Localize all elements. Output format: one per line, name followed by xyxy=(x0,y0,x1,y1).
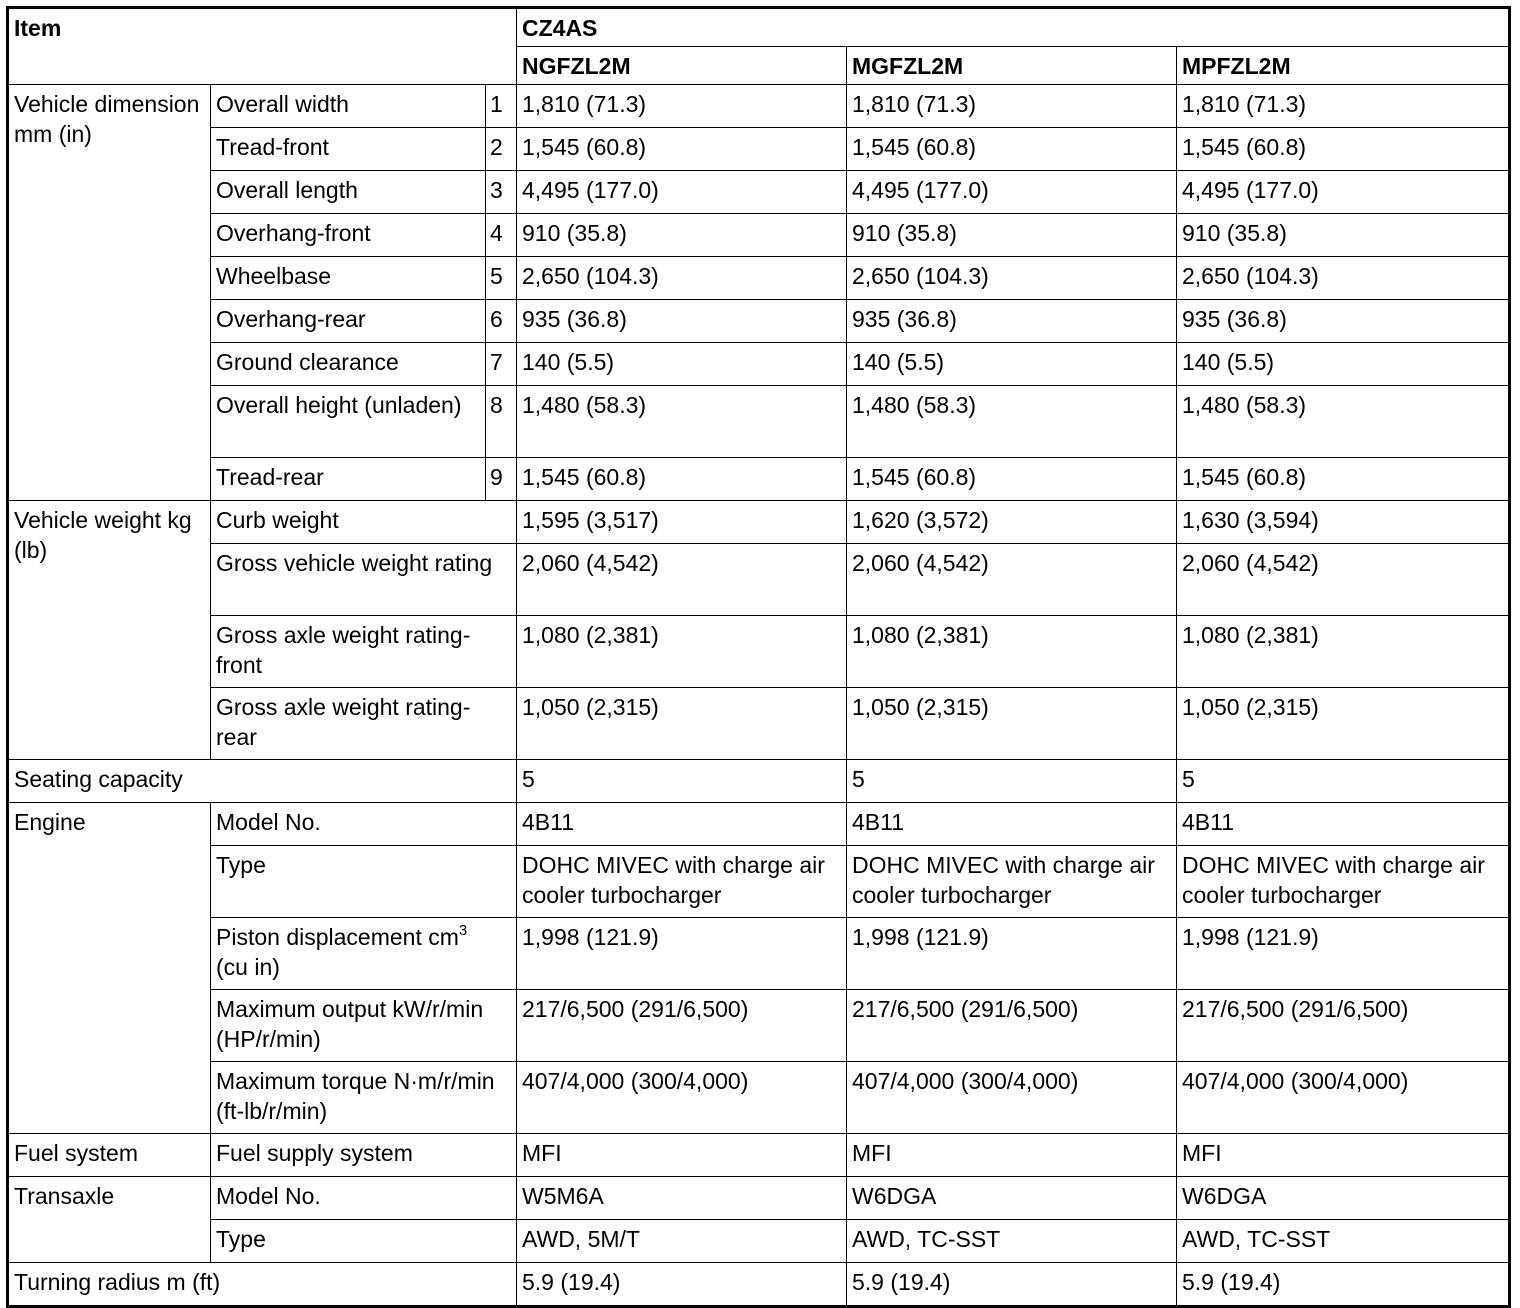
row-label: Wheelbase xyxy=(211,257,486,300)
value-cell: 4,495 (177.0) xyxy=(1177,171,1510,214)
table-row xyxy=(8,128,1510,171)
value-cell: 140 (5.5) xyxy=(517,343,847,386)
row-number: 5 xyxy=(486,257,517,300)
value-cell: DOHC MIVEC with charge air cooler turbocharger xyxy=(847,846,1177,918)
section-label-turning: Turning radius m (ft) xyxy=(8,1263,517,1307)
row-label: Overhang-rear xyxy=(211,300,486,343)
value-cell: 1,545 (60.8) xyxy=(517,458,847,501)
table-row xyxy=(8,1134,1510,1177)
row-label: Type xyxy=(211,1220,517,1263)
specifications-table xyxy=(6,6,1511,1308)
value-cell: 5 xyxy=(517,760,847,803)
row-label: Overall width xyxy=(211,85,486,128)
value-cell: 910 (35.8) xyxy=(1177,214,1510,257)
value-cell: 935 (36.8) xyxy=(847,300,1177,343)
row-number: 6 xyxy=(486,300,517,343)
value-cell: 4,495 (177.0) xyxy=(847,171,1177,214)
table-row xyxy=(8,760,1510,803)
value-cell: 935 (36.8) xyxy=(517,300,847,343)
row-label: Gross axle weight rating-rear xyxy=(211,688,517,760)
value-cell: 2,060 (4,542) xyxy=(517,544,847,616)
value-cell: W6DGA xyxy=(1177,1177,1510,1220)
row-label: Overall height (unladen) xyxy=(211,386,486,458)
value-cell: 1,810 (71.3) xyxy=(1177,85,1510,128)
row-label: Gross vehicle weight rating xyxy=(211,544,517,616)
table-row xyxy=(8,1263,1510,1307)
value-cell: 2,650 (104.3) xyxy=(517,257,847,300)
value-cell: 1,480 (58.3) xyxy=(847,386,1177,458)
value-cell: 1,998 (121.9) xyxy=(517,918,847,990)
table-row xyxy=(8,501,1510,544)
value-cell: 5.9 (19.4) xyxy=(847,1263,1177,1307)
table-row xyxy=(8,214,1510,257)
row-label: Tread-rear xyxy=(211,458,486,501)
section-label-fuel: Fuel system xyxy=(8,1134,211,1177)
section-label-weight: Vehicle weight kg (lb) xyxy=(8,501,211,760)
header-row xyxy=(8,8,1510,47)
row-label: Model No. xyxy=(211,803,517,846)
row-label: Piston displacement cm xyxy=(216,924,459,950)
value-cell: 1,080 (2,381) xyxy=(847,616,1177,688)
value-cell: 2,060 (4,542) xyxy=(1177,544,1510,616)
group-header: CZ4AS xyxy=(517,8,1510,47)
section-label-engine: Engine xyxy=(8,803,211,1134)
table-row xyxy=(8,171,1510,214)
value-cell: 1,545 (60.8) xyxy=(847,128,1177,171)
value-cell: 217/6,500 (291/6,500) xyxy=(1177,990,1510,1062)
row-label-displacement xyxy=(211,918,517,990)
value-cell: 217/6,500 (291/6,500) xyxy=(517,990,847,1062)
value-cell: 1,050 (2,315) xyxy=(847,688,1177,760)
value-cell: 5 xyxy=(847,760,1177,803)
section-label-seating: Seating capacity xyxy=(8,760,517,803)
value-cell: 1,480 (58.3) xyxy=(517,386,847,458)
value-cell: 5.9 (19.4) xyxy=(1177,1263,1510,1307)
row-label: Fuel supply system xyxy=(211,1134,517,1177)
row-number: 8 xyxy=(486,386,517,458)
table-row xyxy=(8,300,1510,343)
value-cell: 1,810 (71.3) xyxy=(517,85,847,128)
model-header: MGFZL2M xyxy=(847,47,1177,85)
table-row xyxy=(8,85,1510,128)
row-number: 2 xyxy=(486,128,517,171)
value-cell: 407/4,000 (300/4,000) xyxy=(517,1062,847,1134)
value-cell: AWD, TC-SST xyxy=(1177,1220,1510,1263)
row-number: 4 xyxy=(486,214,517,257)
row-label: Overall length xyxy=(211,171,486,214)
table-row xyxy=(8,688,1510,760)
value-cell: 1,480 (58.3) xyxy=(1177,386,1510,458)
value-cell: 4B11 xyxy=(1177,803,1510,846)
row-number: 9 xyxy=(486,458,517,501)
value-cell: MFI xyxy=(517,1134,847,1177)
section-label-transaxle: Transaxle xyxy=(8,1177,211,1263)
table-row xyxy=(8,990,1510,1062)
value-cell: 1,810 (71.3) xyxy=(847,85,1177,128)
value-cell: 1,630 (3,594) xyxy=(1177,501,1510,544)
table-row xyxy=(8,343,1510,386)
row-label: Tread-front xyxy=(211,128,486,171)
value-cell: 4,495 (177.0) xyxy=(517,171,847,214)
value-cell: 217/6,500 (291/6,500) xyxy=(847,990,1177,1062)
row-label: Type xyxy=(211,846,517,918)
table-row xyxy=(8,918,1510,990)
value-cell: 1,545 (60.8) xyxy=(847,458,1177,501)
value-cell: 5.9 (19.4) xyxy=(517,1263,847,1307)
model-header: MPFZL2M xyxy=(1177,47,1510,85)
value-cell: 935 (36.8) xyxy=(1177,300,1510,343)
value-cell: DOHC MIVEC with charge air cooler turbocharger xyxy=(517,846,847,918)
value-cell: 910 (35.8) xyxy=(517,214,847,257)
row-label: Maximum output kW/r/min (HP/r/min) xyxy=(211,990,517,1062)
table-row xyxy=(8,616,1510,688)
value-cell: 2,060 (4,542) xyxy=(847,544,1177,616)
row-number: 1 xyxy=(486,85,517,128)
value-cell: 407/4,000 (300/4,000) xyxy=(847,1062,1177,1134)
superscript: 3 xyxy=(458,922,468,940)
table-row xyxy=(8,803,1510,846)
table-row xyxy=(8,386,1510,458)
value-cell: 1,545 (60.8) xyxy=(517,128,847,171)
value-cell: 5 xyxy=(1177,760,1510,803)
value-cell: 1,545 (60.8) xyxy=(1177,128,1510,171)
row-label: Maximum torque N·m/r/min (ft-lb/r/min) xyxy=(211,1062,517,1134)
value-cell: 4B11 xyxy=(847,803,1177,846)
value-cell: W5M6A xyxy=(517,1177,847,1220)
value-cell: 1,998 (121.9) xyxy=(847,918,1177,990)
row-label: Overhang-front xyxy=(211,214,486,257)
row-label: Curb weight xyxy=(211,501,517,544)
value-cell: 1,080 (2,381) xyxy=(517,616,847,688)
value-cell: AWD, 5M/T xyxy=(517,1220,847,1263)
value-cell: 1,050 (2,315) xyxy=(1177,688,1510,760)
value-cell: AWD, TC-SST xyxy=(847,1220,1177,1263)
value-cell: 407/4,000 (300/4,000) xyxy=(1177,1062,1510,1134)
table-row xyxy=(8,846,1510,918)
item-header: Item xyxy=(8,8,517,85)
table-row xyxy=(8,1220,1510,1263)
table-row xyxy=(8,1062,1510,1134)
value-cell: 1,595 (3,517) xyxy=(517,501,847,544)
value-cell: 910 (35.8) xyxy=(847,214,1177,257)
table-row xyxy=(8,257,1510,300)
section-label-dimension: Vehicle dimension mm (in) xyxy=(8,85,211,501)
row-label: Gross axle weight rating-front xyxy=(211,616,517,688)
value-cell: 1,620 (3,572) xyxy=(847,501,1177,544)
value-cell: 4B11 xyxy=(517,803,847,846)
value-cell: MFI xyxy=(847,1134,1177,1177)
model-header: NGFZL2M xyxy=(517,47,847,85)
value-cell: 1,080 (2,381) xyxy=(1177,616,1510,688)
row-label: Model No. xyxy=(211,1177,517,1220)
value-cell: 1,545 (60.8) xyxy=(1177,458,1510,501)
value-cell: 2,650 (104.3) xyxy=(847,257,1177,300)
row-label: Ground clearance xyxy=(211,343,486,386)
row-number: 3 xyxy=(486,171,517,214)
value-cell: 1,998 (121.9) xyxy=(1177,918,1510,990)
table-row xyxy=(8,544,1510,616)
value-cell: DOHC MIVEC with charge air cooler turbocharger xyxy=(1177,846,1510,918)
table-row xyxy=(8,458,1510,501)
row-label-unit: (cu in) xyxy=(216,954,280,980)
value-cell: 140 (5.5) xyxy=(1177,343,1510,386)
value-cell: MFI xyxy=(1177,1134,1510,1177)
table-row xyxy=(8,1177,1510,1220)
value-cell: 1,050 (2,315) xyxy=(517,688,847,760)
value-cell: 140 (5.5) xyxy=(847,343,1177,386)
value-cell: 2,650 (104.3) xyxy=(1177,257,1510,300)
value-cell: W6DGA xyxy=(847,1177,1177,1220)
row-number: 7 xyxy=(486,343,517,386)
